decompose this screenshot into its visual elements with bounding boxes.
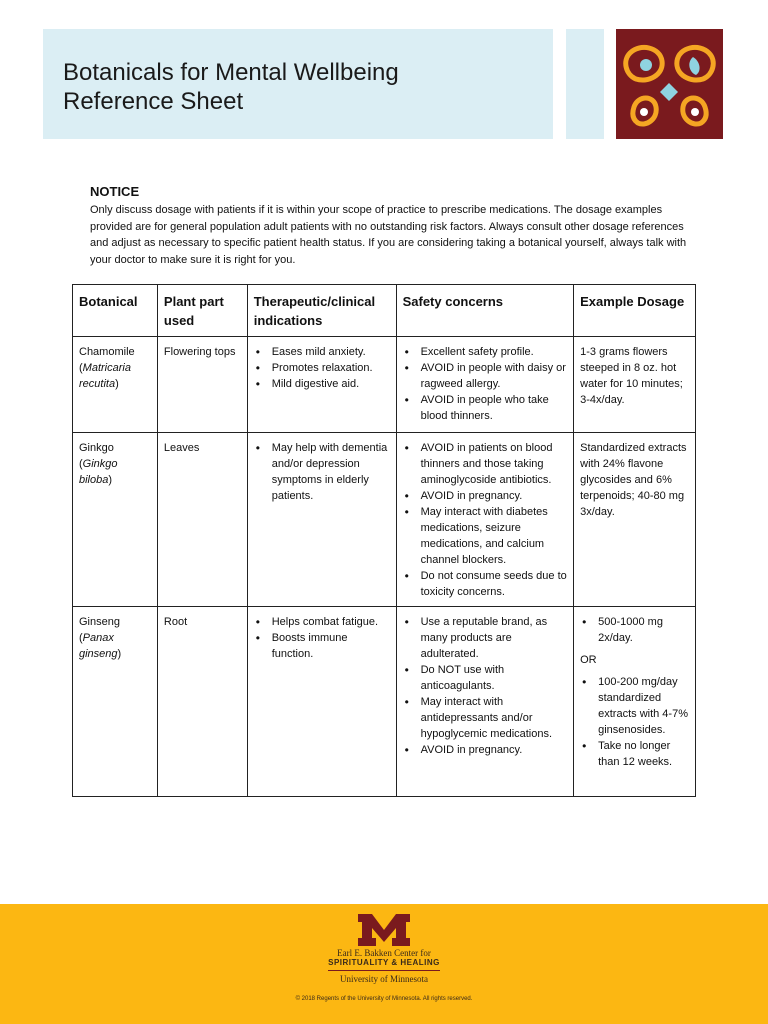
- header-safety: Safety concerns: [396, 285, 574, 337]
- botanical-cell: [73, 337, 158, 433]
- latin-name-text: Ginkgo biloba: [79, 458, 118, 486]
- botanicals-table: [72, 284, 696, 797]
- notice-section: [90, 184, 690, 268]
- petal-pattern-icon: [616, 29, 723, 139]
- list-item: • AVOID in pregnancy.: [421, 742, 568, 758]
- list-item: • May interact with diabetes medications, seizure medications, and calcium channel blockers.: [421, 504, 568, 568]
- university-m-logo-icon: [356, 912, 412, 948]
- table-row: [73, 607, 696, 797]
- header-indications: Therapeutic/clinical indications: [247, 285, 396, 337]
- title-line-1: Botanicals for Mental Wellbeing: [63, 59, 399, 86]
- safety-cell: [396, 337, 574, 433]
- botanical-cell: [73, 607, 158, 797]
- list-item: • 100-200 mg/day standardized extracts with 4-7% ginsenosides.: [598, 674, 689, 738]
- botanical-common-name: Ginseng: [79, 616, 120, 628]
- latin-name-text: Panax ginseng: [79, 632, 118, 660]
- header-dosage: Example Dosage: [574, 285, 696, 337]
- list-item: • Do not consume seeds due to toxicity concerns.: [421, 568, 568, 600]
- header-botanical: Botanical: [73, 285, 158, 337]
- plant-part-cell: Flowering tops: [157, 337, 247, 433]
- dosage-or-separator: OR: [580, 654, 597, 666]
- plant-part-cell: Leaves: [157, 433, 247, 607]
- botanical-cell: [73, 433, 158, 607]
- list-item: • May help with dementia and/or depression symptoms in elderly patients.: [272, 440, 390, 504]
- plant-part-cell: Root: [157, 607, 247, 797]
- footer-center-name: Earl E. Bakken Center for: [337, 948, 431, 958]
- list-item: • Do NOT use with anticoagulants.: [421, 662, 568, 694]
- title-line-2: Reference Sheet: [63, 88, 244, 115]
- list-item: • Mild digestive aid.: [272, 376, 390, 392]
- table-header-row: [73, 285, 696, 337]
- safety-cell: [396, 433, 574, 607]
- header-accent-strip: [566, 29, 604, 139]
- botanical-latin-name: (Panax ginseng): [79, 632, 122, 660]
- indications-cell: [247, 337, 396, 433]
- table-row: [73, 337, 696, 433]
- list-item: • Helps combat fatigue.: [272, 614, 390, 630]
- footer-copyright: © 2018 Regents of the University of Minnesota. All rights reserved.: [295, 996, 473, 1002]
- dosage-cell: Standardized extracts with 24% flavone glycosides and 6% terpenoids; 40-80 mg 3x/day.: [574, 433, 696, 607]
- indications-cell: [247, 433, 396, 607]
- footer-center-title: SPIRITUALITY & HEALING: [328, 958, 440, 967]
- list-item: • Boosts immune function.: [272, 630, 390, 662]
- list-item: • May interact with antidepressants and/or hypoglycemic medications.: [421, 694, 568, 742]
- latin-name-text: Matricaria recutita: [79, 362, 131, 390]
- safety-cell: [396, 607, 574, 797]
- list-item: • Use a reputable brand, as many products are adulterated.: [421, 614, 568, 662]
- list-item: • Eases mild anxiety.: [272, 344, 390, 360]
- dosage-cell: 1-3 grams flowers steeped in 8 oz. hot water for 10 minutes; 3-4x/day.: [574, 337, 696, 433]
- indications-cell: [247, 607, 396, 797]
- decorative-petal-logo: [616, 29, 723, 139]
- footer-university: University of Minnesota: [340, 974, 428, 984]
- list-item: • AVOID in people who take blood thinners.: [421, 392, 568, 424]
- table-row: [73, 433, 696, 607]
- page-title: [63, 58, 399, 116]
- botanical-common-name: Ginkgo: [79, 442, 114, 454]
- list-item: • AVOID in patients on blood thinners and those taking aminoglycoside antibiotics.: [421, 440, 568, 488]
- botanical-latin-name: (Matricaria recutita): [79, 362, 131, 390]
- botanical-common-name: Chamomile: [79, 346, 135, 358]
- list-item: • AVOID in people with daisy or ragweed allergy.: [421, 360, 568, 392]
- dosage-cell: [574, 607, 696, 797]
- list-item: • 500-1000 mg 2x/day.: [598, 614, 689, 646]
- list-item: • Excellent safety profile.: [421, 344, 568, 360]
- list-item: • AVOID in pregnancy.: [421, 488, 568, 504]
- header-plant-part: Plant part used: [157, 285, 247, 337]
- footer-divider: [328, 970, 440, 971]
- notice-text: Only discuss dosage with patients if it is within your scope of practice to prescribe medications. The dosage examples provided are for general population adult patients with no outstanding risk factors. Always consult other dosage references and adjust as necessary to specific patient health status. If you are considering taking a botanical yourself, always talk with your doctor to make sure it is right for you.: [90, 204, 687, 266]
- list-item: • Take no longer than 12 weeks.: [598, 738, 689, 770]
- botanical-latin-name: (Ginkgo biloba): [79, 458, 118, 486]
- list-item: • Promotes relaxation.: [272, 360, 390, 376]
- notice-heading: NOTICE: [90, 184, 140, 199]
